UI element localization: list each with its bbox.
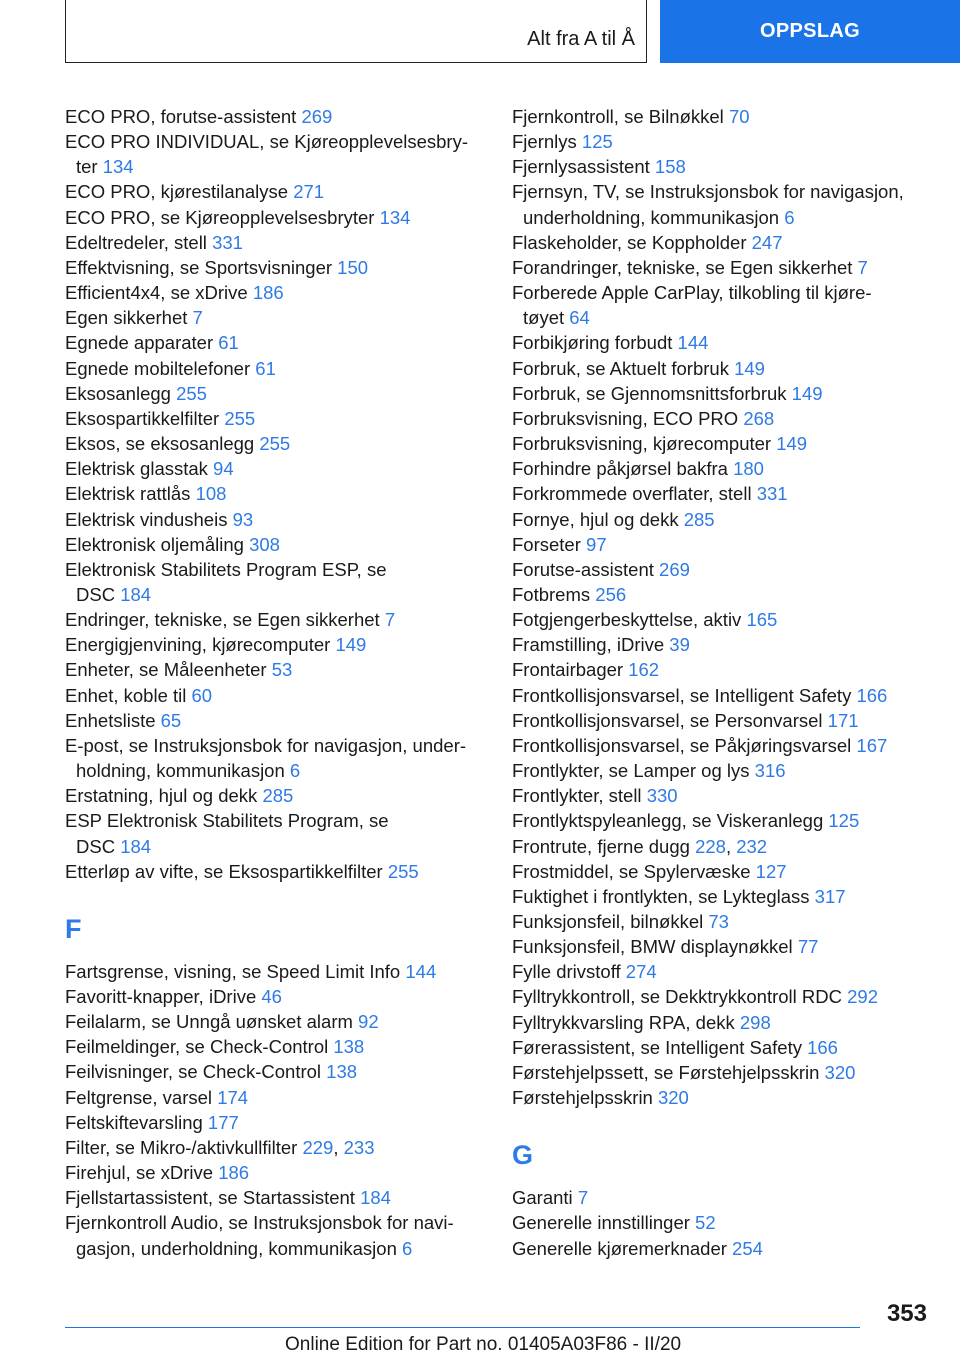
index-entry-term: Forbruksvisning, kjørecomputer [512,433,777,455]
page-link[interactable]: 316 [754,760,786,782]
index-entry-term: ESP Elektronisk Stabilitets Program, se [65,810,389,832]
index-entry [65,330,485,355]
index-entry-term: Frontrute, fjerne dugg [512,835,696,857]
index-entry [512,179,932,229]
index-entry [65,708,485,733]
index-entry-term: Førstehjelpsskrin [512,1087,658,1109]
index-entry [512,657,932,682]
index-entry [65,532,485,557]
page-link[interactable]: 93 [232,508,254,530]
index-entry [65,129,485,179]
index-entry [512,104,932,129]
page-link[interactable]: 330 [646,785,678,807]
index-entry [65,104,485,129]
index-entry-term: Framstilling, iDrive [512,634,670,656]
index-entry-term: Elektrisk glasstak [65,458,214,480]
section-title: Alt fra A til Å [527,28,635,50]
index-entry-term: Forbruk, se Aktuelt forbruk [512,357,735,379]
index-entry-term: Feltgrense, varsel [65,1086,218,1108]
index-entry-term: Fjernlysassistent [512,156,655,178]
page-link[interactable]: 65 [160,709,182,731]
page-link[interactable]: 292 [847,986,878,1008]
index-entry-term: Førerassistent, se Intelligent Safety [512,1036,808,1058]
index-entry [65,808,485,858]
index-entry [65,255,485,280]
page-link[interactable]: 331 [756,483,788,505]
index-entry [65,381,485,406]
index-entry-term: Frostmiddel, se Spylervæske [512,860,756,882]
index-entry [65,1185,485,1210]
page-link[interactable]: 320 [657,1087,689,1109]
index-entry-term: Effektvisning, se Sportsvisninger [65,256,338,278]
index-entry [512,1010,932,1035]
index-entry [65,431,485,456]
page-link[interactable]: 53 [271,659,293,681]
index-entry-term: Forbruksvisning, ECO PRO [512,407,744,429]
index-entry [65,959,485,984]
index-entry [512,959,932,984]
index-entry [65,984,485,1009]
index-entry [65,1210,485,1260]
index-entry-term: Frontlykter, se Lamper og lys [512,760,755,782]
page-link[interactable]: 158 [654,156,686,178]
page-link[interactable]: 174 [217,1086,249,1108]
index-entry-term: Feilvisninger, se Check-Control [65,1061,327,1083]
index-entry [65,859,485,884]
page-link[interactable]: 268 [743,407,775,429]
page-link[interactable]: 298 [739,1011,771,1033]
page-link[interactable]: 125 [581,131,613,153]
page-link[interactable]: 285 [262,785,294,807]
index-entry-term: Forutse-assistent [512,558,660,580]
index-entry-term: Energigjenvining, kjørecomputer [65,634,336,656]
index-entry-term: Elektronisk Stabilitets Program ESP, se [65,558,387,580]
index-entry [65,607,485,632]
index-entry-term: Elektronisk oljemåling [65,533,250,555]
index-entry-term: Favoritt-knapper, iDrive [65,986,262,1007]
page-link[interactable]: 6 [289,760,301,782]
chapter-tab[interactable] [660,0,960,63]
page-link[interactable]: 61 [255,357,276,379]
page-link[interactable]: 134 [102,156,134,178]
index-entry-term: Fuktighet i frontlykten, se Lykteglass [512,885,815,907]
index-entry [65,557,485,607]
index-entry-term: Egnede mobiltelefoner [65,357,256,379]
page-link[interactable]: 171 [827,709,859,731]
index-entry-term: Forhindre påkjørsel bakfra [512,458,734,480]
index-entry-term: Forseter [512,533,587,555]
page-link[interactable]: 167 [856,734,888,756]
page-link[interactable]: 138 [326,1061,358,1083]
page-link[interactable]: 180 [733,458,764,480]
index-entry [512,129,932,154]
index-entry [512,808,932,833]
page-number: 353 [886,1300,927,1327]
index-entry [65,783,485,808]
index-entry-term: Forbikjøring forbudt [512,332,678,354]
page-link[interactable]: 149 [776,433,808,455]
index-entry [512,934,932,959]
page-link[interactable]: 256 [595,583,627,605]
index-entry [65,632,485,657]
chapter-tab-label: OPPSLAG [760,20,860,42]
page-link[interactable]: 255 [259,433,291,455]
index-entry [512,859,932,884]
page-link[interactable]: 274 [625,961,657,983]
index-entry [65,683,485,708]
page-link[interactable]: 6 [784,206,795,228]
page-link[interactable]: 144 [677,332,709,354]
page-link[interactable]: 184 [120,583,152,605]
index-entry [512,557,932,582]
index-entry-term: Eksos, se eksosanlegg [65,433,260,455]
index-entry [65,507,485,532]
index-entry [65,305,485,330]
index-entry [512,330,932,355]
index-entry-term: Forkrommede overflater, stell [512,483,757,505]
index-entry-term: Filter, se Mikro-/aktivkullfilter [65,1136,303,1158]
page-link[interactable]: 127 [755,860,787,882]
index-entry [512,381,932,406]
index-entry-term: Funksjonsfeil, bilnøkkel [512,911,709,932]
page-link[interactable]: 233 [343,1136,375,1158]
index-entry [65,481,485,506]
index-entry [65,733,485,783]
page-link[interactable]: 331 [212,231,243,253]
page-link[interactable]: 125 [828,810,860,832]
page-link[interactable]: 144 [405,960,437,982]
index-entry [512,834,932,859]
page-separator: , [333,1136,344,1158]
index-entry [512,984,932,1009]
page-link[interactable]: 61 [218,332,239,354]
index-entry [512,532,932,557]
index-entry [512,582,932,607]
index-entry-term: Flaskeholder, se Koppholder [512,231,752,253]
index-entry [512,154,932,179]
index-entry-term: Eksosanlegg [65,382,177,404]
index-entry [512,909,932,934]
index-entry [65,1135,485,1160]
page-link[interactable]: 229 [302,1136,334,1158]
index-entry-term: Førstehjelpssett, se Førstehjelpsskrin [512,1061,825,1083]
index-letter-heading: G [512,1140,534,1171]
index-entry-term: Garanti [512,1187,578,1209]
page-link[interactable]: 269 [301,106,333,127]
page-link[interactable]: 7 [192,307,203,329]
index-entry-term: Forandringer, tekniske, se Egen sikkerhet [512,256,858,278]
page-link[interactable]: 320 [824,1061,856,1083]
index-entry [65,1160,485,1185]
index-entry-term: Eksospartikkelfilter [65,407,225,429]
index-entry-term: Generelle kjøremerknader [512,1237,733,1259]
index-entry-term: Generelle innstillinger [512,1212,696,1234]
index-entry-term: Forbruk, se Gjennomsnittsforbruk [512,382,792,404]
index-entry-term-continued: DSC [76,583,121,605]
page-link[interactable]: 166 [856,684,888,706]
index-entry [512,1210,932,1235]
page-link[interactable]: 77 [797,936,819,958]
index-entry-term: Enhetsliste [65,709,161,731]
index-entry-term: Frontairbager [512,659,629,681]
index-entry-term: ECO PRO, kjørestilanalyse [65,181,294,203]
index-entry [512,481,932,506]
index-entry [512,406,932,431]
edition-info: Online Edition for Part no. 01405A03F86 - II/20 [285,1334,682,1355]
index-entry [512,1085,932,1110]
page-link[interactable]: 149 [791,382,823,404]
footer-divider [65,1327,860,1328]
page-link[interactable]: 60 [191,684,213,706]
page-link[interactable]: 149 [335,634,367,656]
index-entry-term: Fjernkontroll, se Bilnøkkel [512,106,729,127]
page-link[interactable]: 52 [695,1212,716,1234]
index-entry-term: Erstatning, hjul og dekk [65,785,263,807]
index-entry [512,280,932,330]
index-entry-term: Elektrisk vindusheis [65,508,233,530]
index-entry-term: Frontkollisjonsvarsel, se Påkjøringsvarsel [512,734,857,756]
index-entry [65,230,485,255]
index-entry [512,733,932,758]
page-link[interactable]: 7 [384,609,396,631]
page-link[interactable]: 186 [218,1162,250,1184]
page-link[interactable]: 255 [224,407,256,429]
page-link[interactable]: 228 [695,835,726,857]
index-entry-term: Fylle drivstoff [512,961,626,983]
page-link[interactable]: 177 [207,1111,239,1133]
index-entry-term: Enheter, se Måleenheter [65,659,272,681]
page-link[interactable]: 184 [120,835,152,857]
index-entry-term: Elektrisk rattlås [65,483,196,505]
page-link[interactable]: 7 [577,1187,589,1209]
index-entry-term: E-post, se Instruksjonsbok for navigasjon, under- [65,734,467,756]
index-entry-term: Enhet, koble til [65,684,192,706]
page-link[interactable]: 317 [814,885,846,907]
index-entry-term-continued: DSC [76,835,121,857]
index-entry [512,1236,932,1261]
index-entry-term: Frontkollisjonsvarsel, se Personvarsel [512,709,828,731]
page-link[interactable]: 6 [402,1237,413,1259]
index-entry-term: Forberede Apple CarPlay, tilkobling til kjøre- [512,282,872,304]
page-link[interactable]: 92 [358,1011,379,1033]
page-link[interactable]: 271 [293,181,325,203]
page-link[interactable]: 308 [249,533,280,555]
page-link[interactable]: 247 [751,231,783,253]
index-entry-term: Feilmeldinger, se Check-Control [65,1036,334,1058]
index-entry [512,230,932,255]
index-entry [65,657,485,682]
index-column-right [512,104,932,1261]
page-link[interactable]: 70 [728,106,750,127]
index-entry [65,1059,485,1084]
page-link[interactable]: 254 [732,1237,763,1259]
page-link[interactable]: 162 [628,659,660,681]
index-entry [512,683,932,708]
index-entry-term: Efficient4x4, se xDrive [65,282,253,304]
page-link[interactable]: 166 [807,1036,838,1058]
index-entry-term: Fornye, hjul og dekk [512,508,684,530]
index-column-left [65,104,485,1261]
page-link[interactable]: 7 [857,256,868,278]
index-entry [512,1185,932,1210]
index-entry [512,632,932,657]
index-entry-term-continued: gasjon, underholdning, kommunikasjon [76,1237,403,1259]
page-separator: , [725,835,737,857]
page-link[interactable]: 269 [659,558,690,580]
index-entry [512,1035,932,1060]
index-entry-term: Edeltredeler, stell [65,231,213,253]
index-entry-term: Frontkollisjonsvarsel, se Intelligent Safety [512,684,857,706]
index-entry [512,356,932,381]
page-link[interactable]: 255 [387,860,419,882]
page-link[interactable]: 64 [569,307,590,329]
index-entry-term: Fotgjengerbeskyttelse, aktiv [512,609,747,631]
page-link[interactable]: 138 [333,1036,365,1058]
page-link[interactable]: 285 [683,508,715,530]
index-entry-term: Fjellstartassistent, se Startassistent [65,1187,361,1209]
index-entry [512,783,932,808]
index-entry [65,1085,485,1110]
index-entry-term-continued: tøyet [523,307,570,329]
index-entry-term: Fjernkontroll Audio, se Instruksjonsbok for navi- [65,1212,454,1234]
index-entry [512,431,932,456]
page-link[interactable]: 97 [586,533,607,555]
page-link[interactable]: 165 [746,609,778,631]
index-entry-term: Fylltrykkontroll, se Dekktrykkontroll RDC [512,986,848,1008]
index-entry-term: Fylltrykkvarsling RPA, dekk [512,1011,740,1033]
index-entry-term: Fotbrems [512,583,596,605]
index-entry-term: ECO PRO, forutse-assistent [65,106,302,127]
index-letter-heading: F [65,913,82,944]
page-link[interactable]: 46 [261,986,282,1007]
index-entry-term: Fartsgrense, visning, se Speed Limit Info [65,960,406,982]
index-entry [65,456,485,481]
index-entry [512,1060,932,1085]
index-entry-term: Egnede apparater [65,332,219,354]
index-entry [65,280,485,305]
index-entry [65,1009,485,1034]
page-link[interactable]: 94 [213,458,234,480]
index-entry [512,456,932,481]
index-entry [65,1034,485,1059]
index-entry [65,356,485,381]
page-link[interactable]: 108 [195,483,227,505]
index-entry-term: Egen sikkerhet [65,307,193,329]
index-entry [512,255,932,280]
index-entry [65,1110,485,1135]
index-entry-term: ECO PRO INDIVIDUAL, se Kjøreopplevelsesbry- [65,131,469,153]
index-entry [512,607,932,632]
index-entry [65,179,485,204]
index-entry-term: Etterløp av vifte, se Eksospartikkelfilter [65,860,388,882]
index-entry [512,884,932,909]
index-entry [512,708,932,733]
page-link[interactable]: 73 [708,911,729,932]
index-entry-term-continued: ter [76,156,103,178]
index-entry-term-continued: holdning, kommunikasjon [76,760,290,782]
index-entry-term: ECO PRO, se Kjøreopplevelsesbryter [65,206,380,228]
index-entry-term: Frontlyktspyleanlegg, se Viskeranlegg [512,810,829,832]
page-link[interactable]: 232 [736,835,768,857]
index-entry-term: Feilalarm, se Unngå uønsket alarm [65,1011,359,1033]
index-entry-term-continued: underholdning, kommunikasjon [523,206,785,228]
index-entry-term: Fjernsyn, TV, se Instruksjonsbok for navigasjon, [512,181,904,203]
index-entry-term: Feltskiftevarsling [65,1111,208,1133]
page-link[interactable]: 255 [176,382,207,404]
page-link[interactable]: 149 [734,357,765,379]
page-link[interactable]: 150 [337,256,369,278]
index-entry-term: Firehjul, se xDrive [65,1162,219,1184]
page-link[interactable]: 186 [252,282,284,304]
index-entry [512,758,932,783]
index-entry-term: Frontlykter, stell [512,785,647,807]
page-link[interactable]: 39 [669,634,690,656]
index-entry [65,406,485,431]
page-link[interactable]: 184 [360,1187,391,1209]
index-entry-term: Funksjonsfeil, BMW displaynøkkel [512,936,798,958]
index-entry-term: Endringer, tekniske, se Egen sikkerhet [65,609,385,631]
page-link[interactable]: 134 [379,206,411,228]
index-entry-term: Fjernlys [512,131,582,153]
index-entry [512,507,932,532]
index-entry [65,205,485,230]
